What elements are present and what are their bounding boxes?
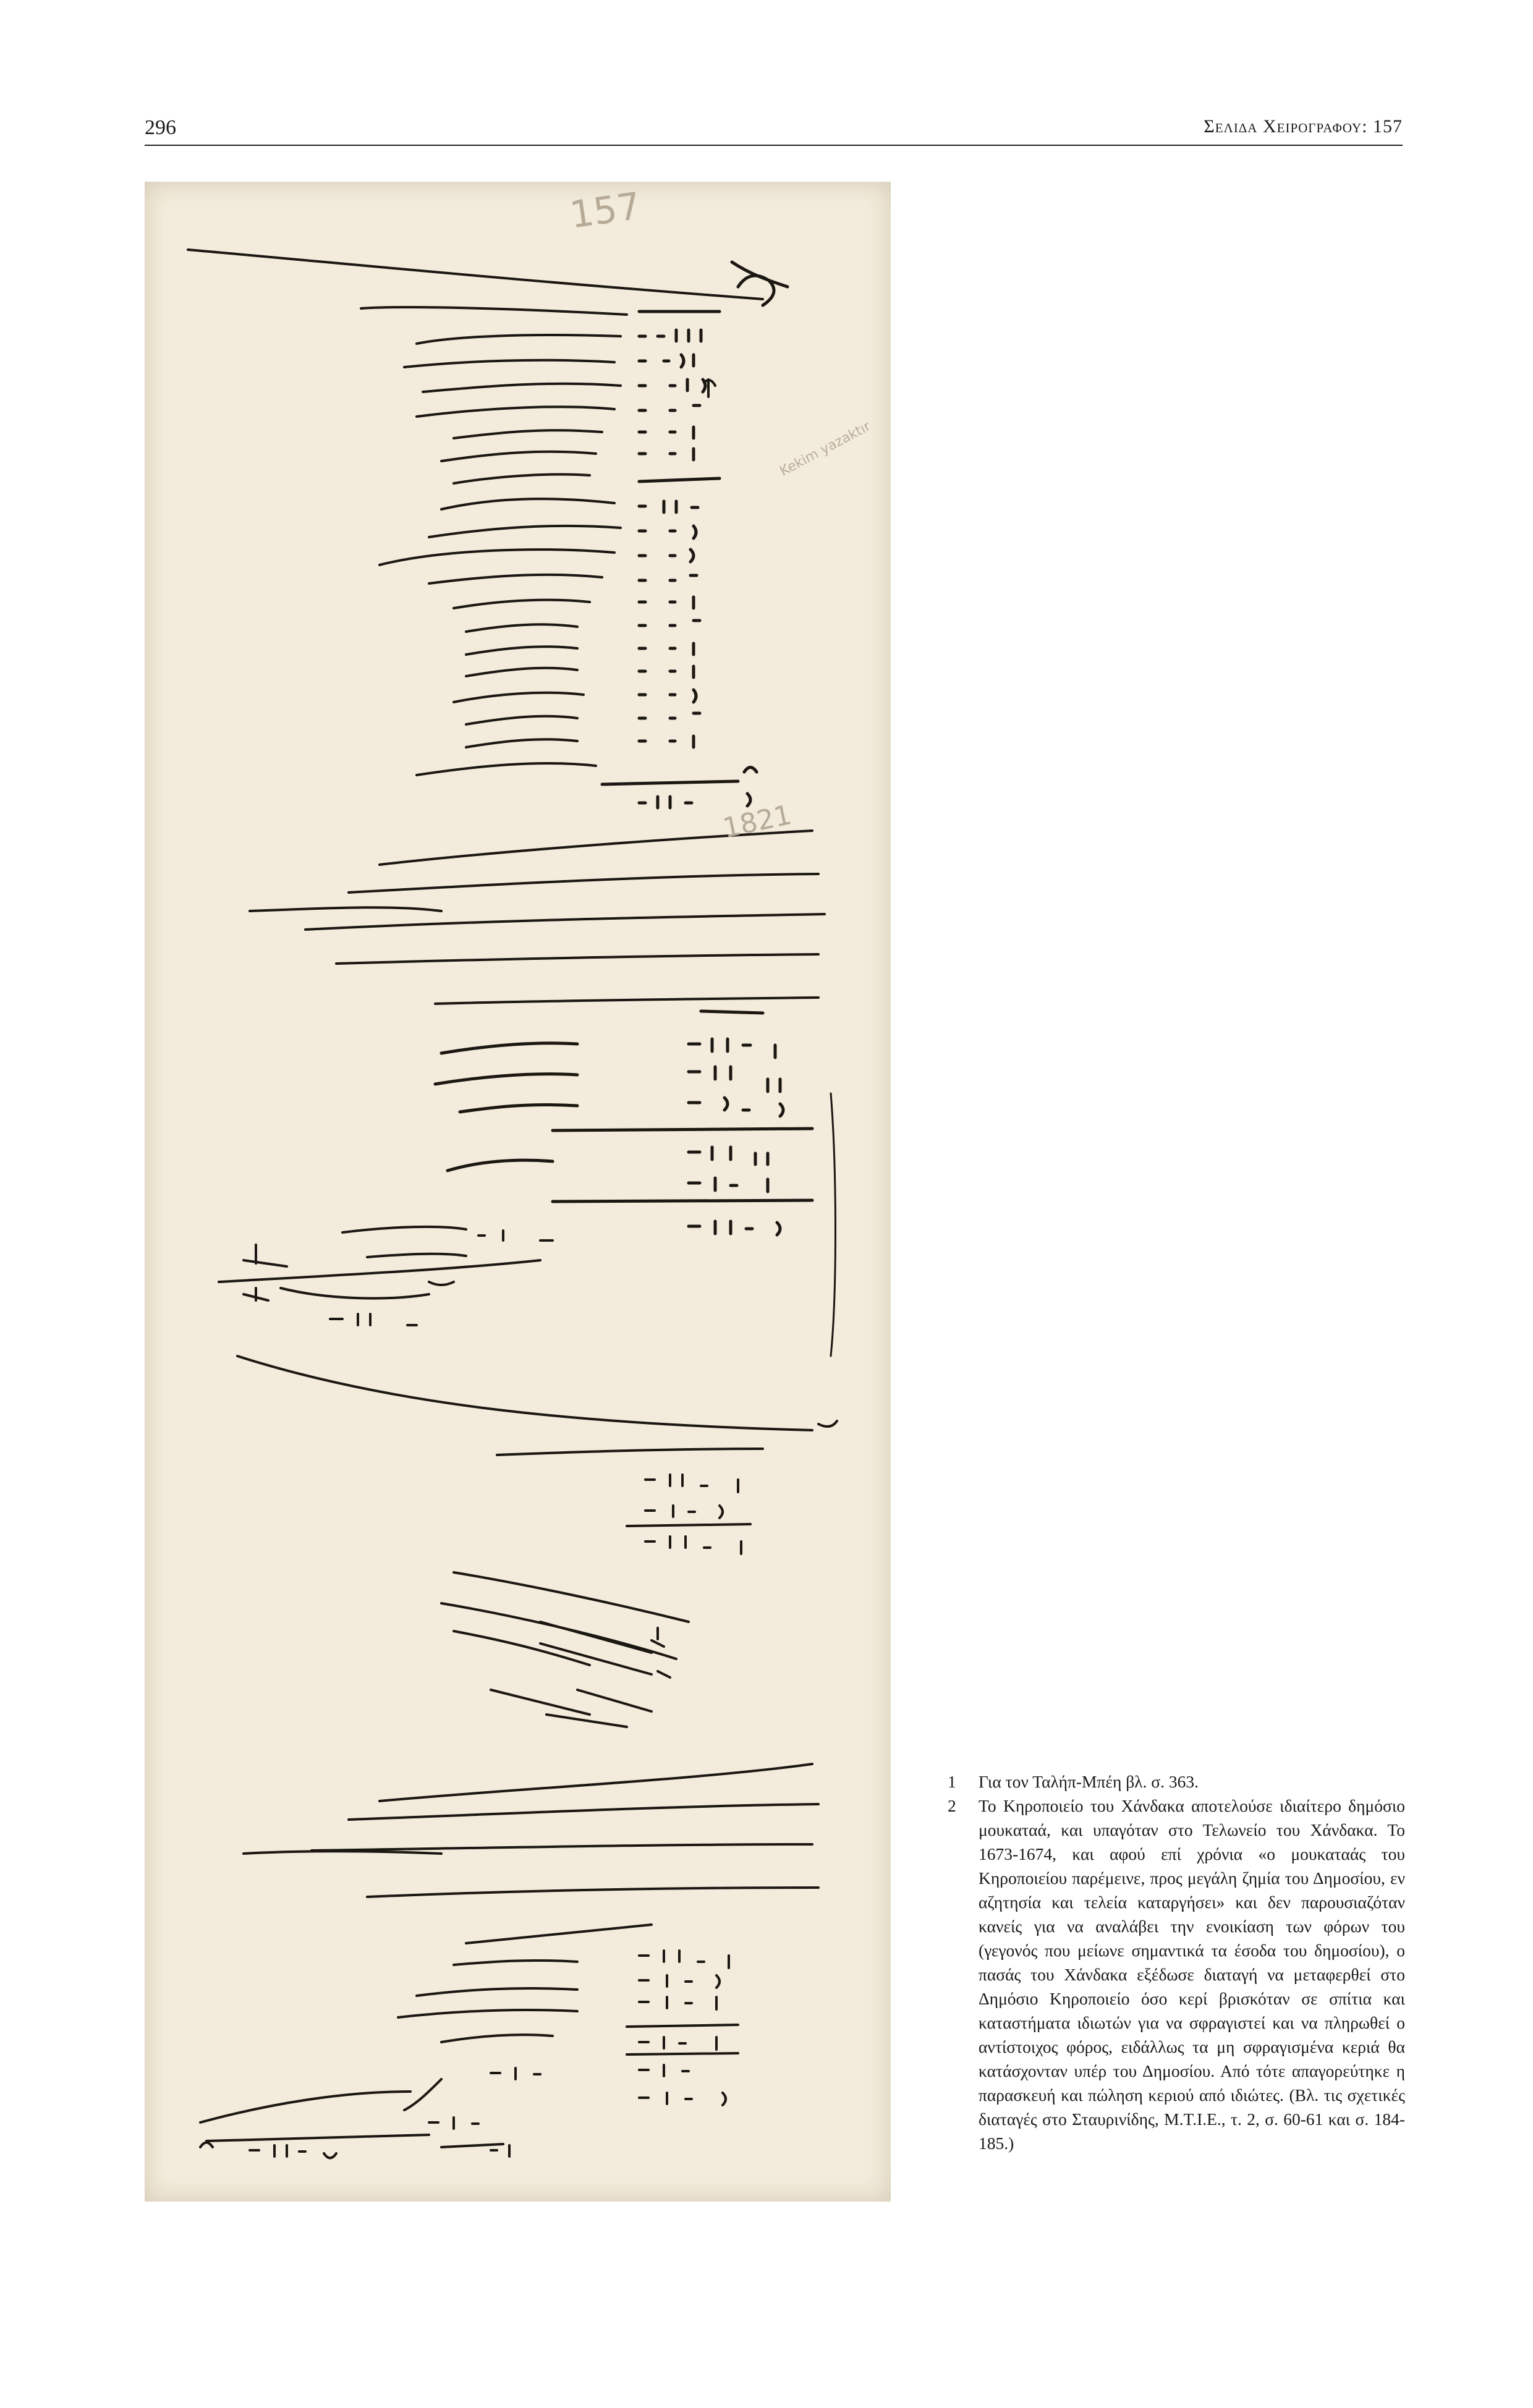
manuscript-image [145,182,891,2202]
footnote-number: 1 [948,1772,956,1791]
footnotes [948,1770,1405,2155]
footnote [948,1770,1405,1794]
folio-number: 157 [567,184,643,237]
manuscript-ink [145,182,891,2202]
footnote [948,1794,1405,2155]
running-head: Σελιδα Χειρογραφου: 157 [1204,116,1403,137]
footnote-number: 2 [948,1796,956,1815]
footnote-text: Για τον Ταλήπ-Μπέη βλ. σ. 363. [979,1772,1199,1791]
year-note: 1821 [720,799,795,845]
pencil-note: Kekim yazaktır [777,418,873,480]
page-header [145,116,1403,146]
page-number: 296 [145,116,176,139]
footnote-text: Το Κηροποιείο του Χάνδακα αποτελούσε ιδιαίτερο δημόσιο μουκαταά, και υπαγόταν στο Τελωνείο του Χάνδακα. Το 1673-1674, και αφού επί χρόνια «ο μουκαταάς του Κηροποιείου παρέμεινε, προς μεγάλη ζημία του Δημοσίου, εν αζητησία και τελεία καταργήσει» και δεν παρουσιαζόταν κανείς για να αναλάβει την ενοικίαση των φόρων του (γεγονός που μείωνε σημαντικά τα έσοδα του δημοσίου), ο πασάς του Χάνδακα εξέδωσε διαταγή να μεταφερθεί στο Δημόσιο Κηροποιείο όσο κερί βρισκόταν σε σπίτια και καταστήματα ιδιωτών για να σφραγιστεί και να πληρωθεί ο αντίστοιχος φόρος, ειδάλλως τα μη σφραγισμένα κεριά θα κατάσχονταν υπέρ του Δημοσίου. Από τότε απαγορεύτηκε η παρασκευή και πώληση κεριού από ιδιώτες. (Βλ. τις σχετικές διαταγές στο Σταυρινίδης, Μ.Τ.Ι.Ε., τ. 2, σ. 60-61 και σ. 184-185.) [979,1796,1405,2153]
